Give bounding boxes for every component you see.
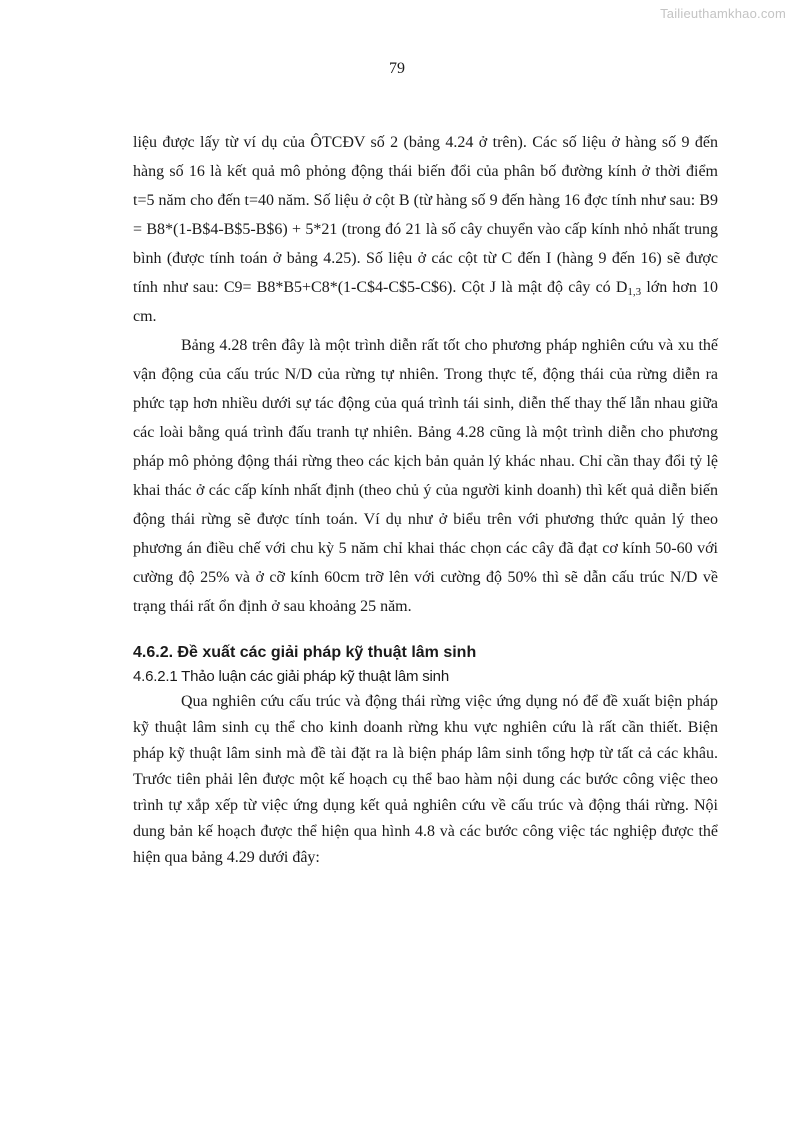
page-number: 79 <box>389 60 405 77</box>
paragraph-2: Bảng 4.28 trên đây là một trình diễn rất tốt cho phương pháp nghiên cứu và xu thế vận động của cấu trúc N/D của rừng tự nhiên. Trong thực tế, động thái của rừng diễn ra phức tạp hơn nhiều dưới sự tác động của quá trình tái sinh, diễn thế thay thế lẫn nhau giữa các loài bằng quá trình đấu tranh tự nhiên. Bảng 4.28 cũng là một trình diễn cho phương pháp mô phỏng động thái rừng theo các kịch bản quản lý khác nhau. Chỉ cần thay đổi tỷ lệ khai thác ở các cấp kính nhất định (theo chủ ý của người kinh doanh) thì kết quả diễn biến động thái rừng sẽ được tính toán. Ví dụ như ở biểu trên với phương thức quản lý theo phương án điều chế với chu kỳ 5 năm chỉ khai thác chọn các cây đã đạt cơ kính 50-60 với cường độ 25% và ở cỡ kính 60cm trỡ lên với cường độ 50% thì sẽ dẫn cấu trúc N/D về trạng thái rất ổn định ở sau khoảng 25 năm. <box>133 337 718 615</box>
subsection-heading: 4.6.2.1 Thảo luận các giải pháp kỹ thuật lâm sinh <box>133 668 449 685</box>
paragraph-1-tail: lớn hơn 10 cm. <box>133 279 719 325</box>
paragraph-3: Qua nghiên cứu cấu trúc và động thái rừng việc ứng dụng nó để đề xuất biện pháp kỹ thuật lâm sinh cụ thể cho kinh doanh rừng khu vực nghiên cứu là rất cần thiết. Biện pháp kỹ thuật lâm sinh mà đề tài đặt ra là biện pháp lâm sinh tổng hợp từ tất cả các khâu. Trước tiên phải lên được một kế hoạch cụ thể bao hàm nội dung các bước công việc theo trình tự xắp xếp từ việc ứng dụng kết quả nghiên cứu về cấu trúc và động thái rừng. Nội dung bản kế hoạch được thể hiện qua hình 4.8 và các bước công việc tác nghiệp được thể hiện qua bảng 4.29 dưới đây: <box>133 693 718 866</box>
section-heading: 4.6.2. Đề xuất các giải pháp kỹ thuật lâm sinh <box>133 644 477 661</box>
page-body <box>133 128 718 871</box>
paragraph-1-subscript: 1,3 <box>627 286 642 298</box>
paragraph-1-text: liệu được lấy từ ví dụ của ÔTCĐV số 2 (bảng 4.24 ở trên). Các số liệu ở hàng số 9 đến hàng số 16 là kết quả mô phỏng động thái biến đổi của phân bố đường kính ở thời điểm t=5 năm cho đến t=40 năm. Số liệu ở cột B (từ hàng số 9 đến hàng 16 đợc tính như sau: B9 = B8*(1-B$4-B$5-B$6) + 5*21 (trong đó 21 là số cây chuyển vào cấp kính nhỏ nhất trung bình (được tính toán ở bảng 4.25). Số liệu ở các cột từ C đến I (hàng 9 đến 16) sẽ được tính như sau: C9= B8*B5+C8*(1-C$4-C$5-C$6). Cột J là mật độ cây có D <box>133 134 718 296</box>
paragraph-1 <box>133 128 718 331</box>
watermark: Tailieuthamkhao.com <box>660 6 786 21</box>
